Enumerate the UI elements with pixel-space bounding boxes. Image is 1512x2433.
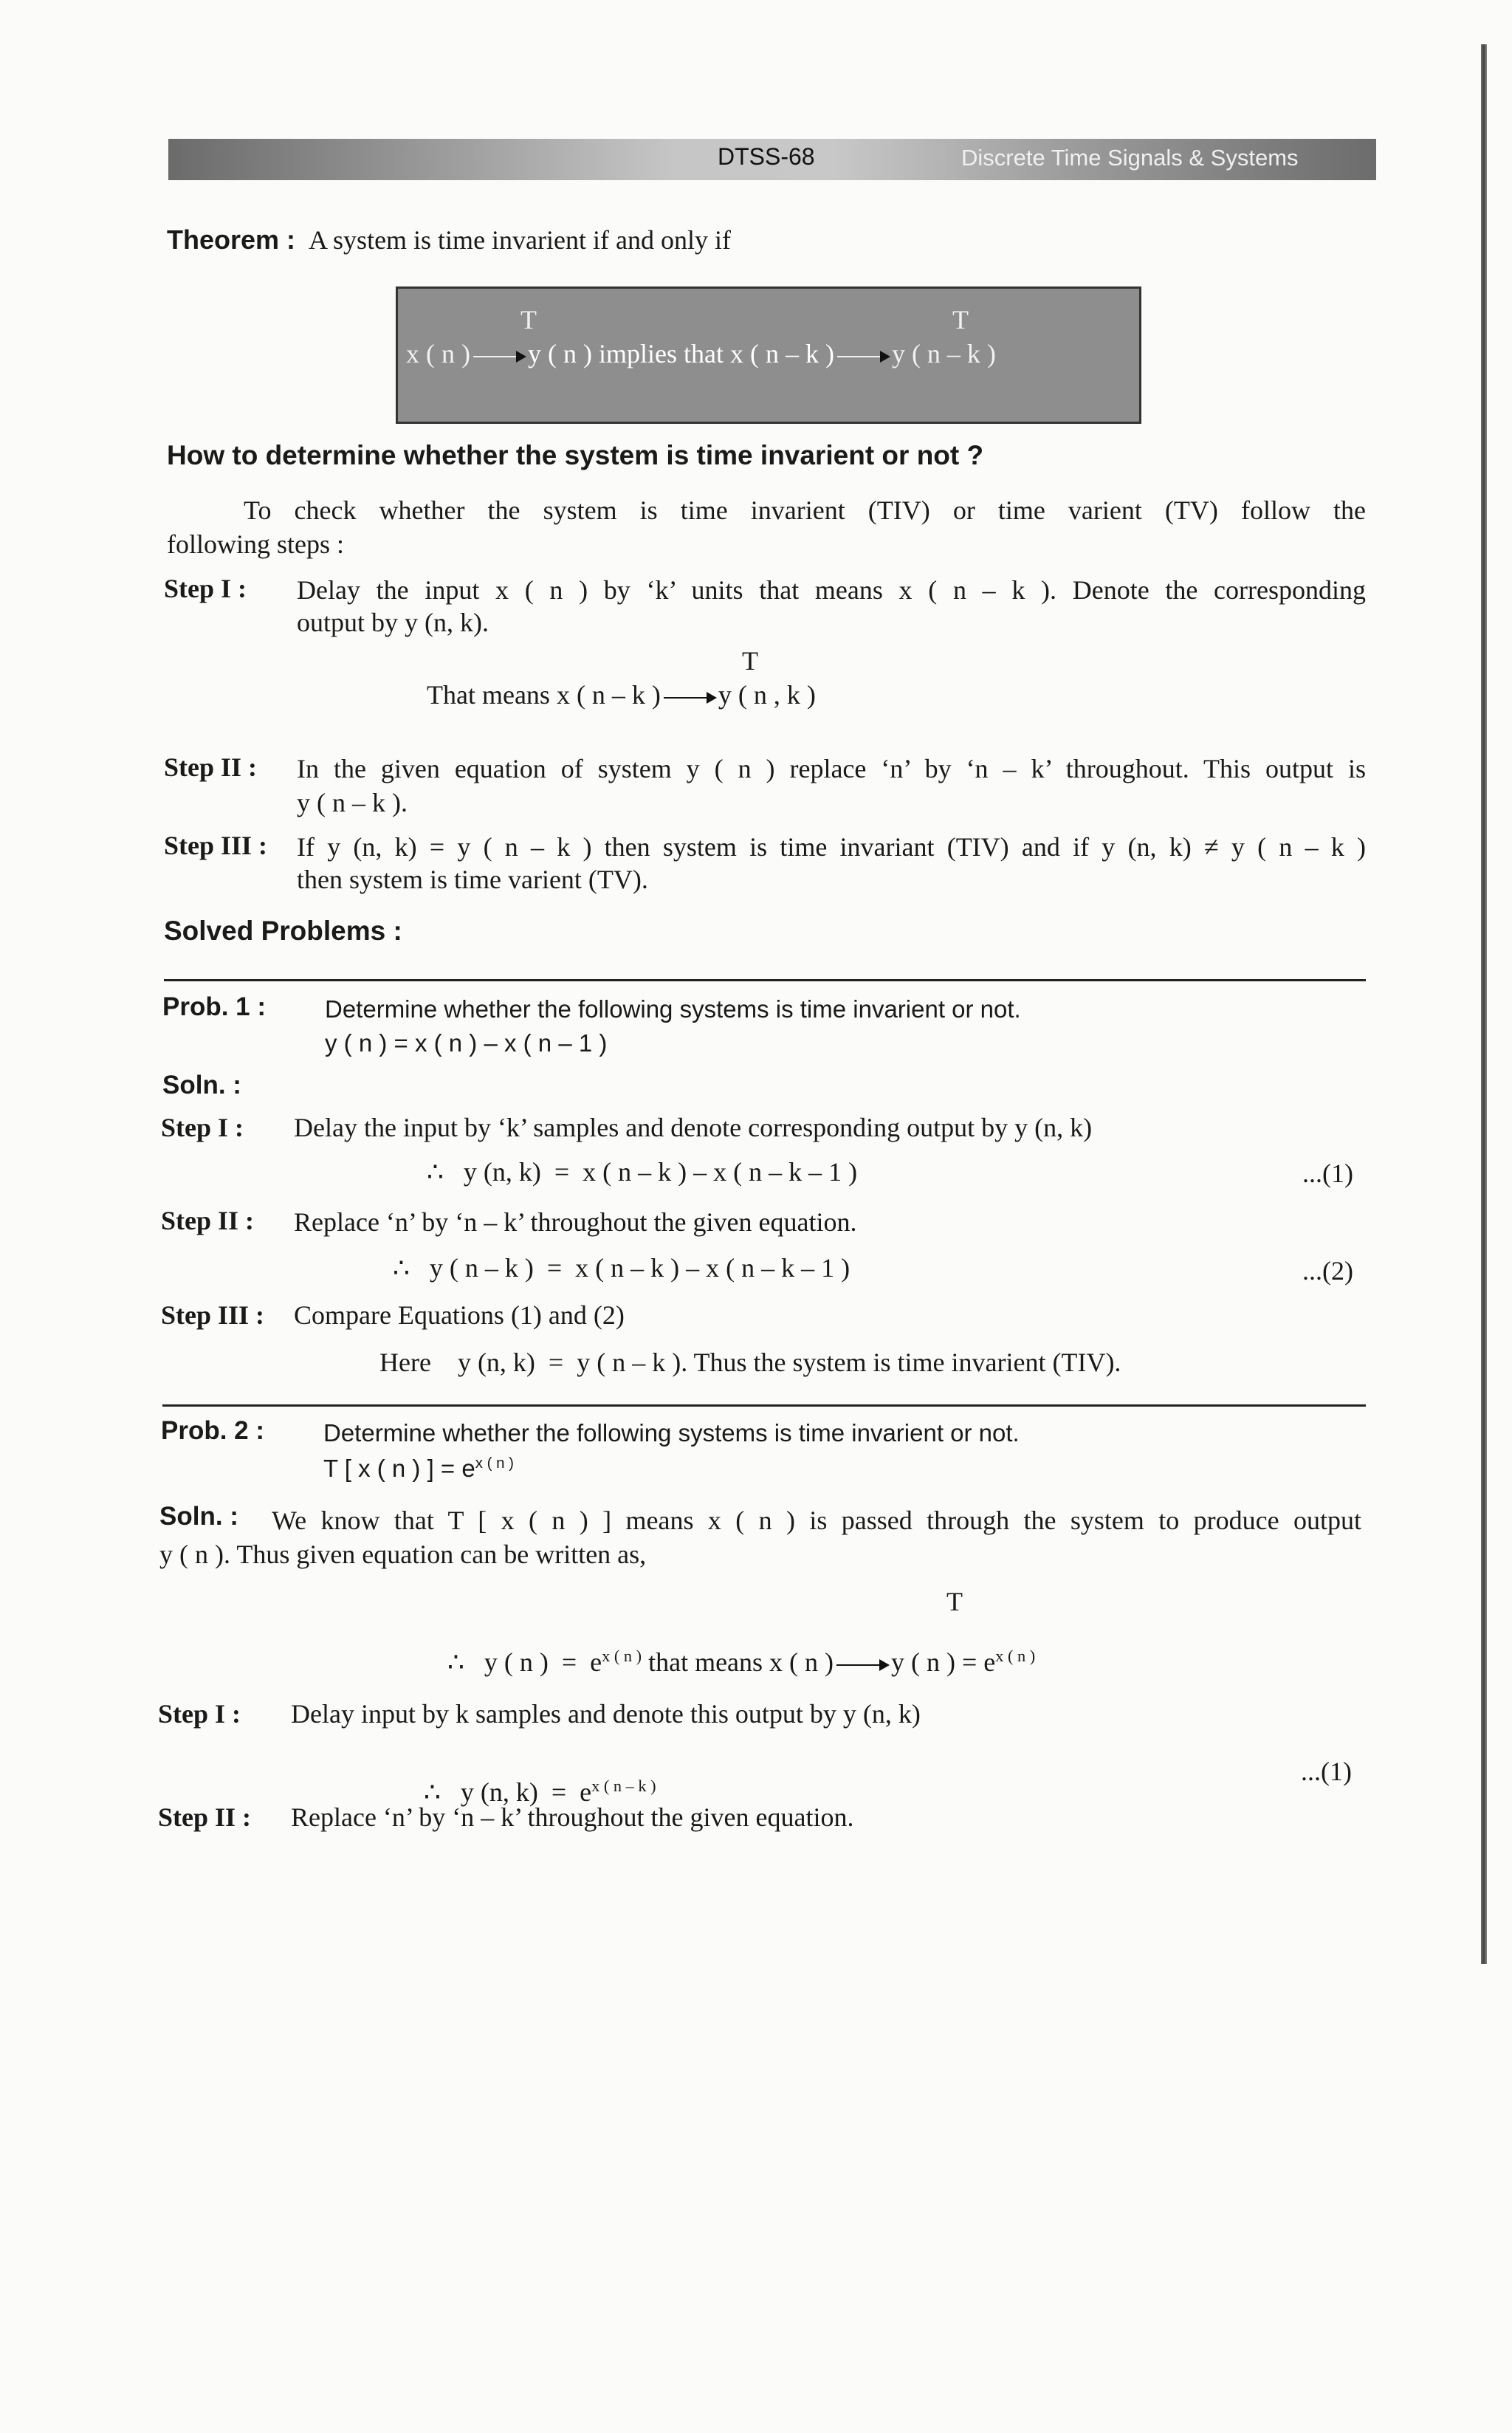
prob2-step1-ref: ...(1) [1301,1757,1352,1786]
theorem-line [167,224,731,255]
box-rhs-out: y ( n – k ) [891,339,996,368]
theorem-text: A system is time invarient if and only if [309,225,731,255]
prob1-label: Prob. 1 : [162,992,267,1021]
divider [164,979,1366,981]
step2-line2: y ( n – k ). [297,788,408,817]
prob2-eq-rhs-sup: x ( n ) [995,1647,1036,1665]
prob1-eq2-ref: ...(2) [1302,1256,1353,1286]
prob2-eq-lhs-sup: x ( n ) [602,1647,642,1665]
divider [162,1404,1366,1407]
prob2-step1-text: Delay input by k samples and denote this output by y (n, k) [291,1699,921,1729]
prob1-step1-label: Step I : [161,1113,244,1142]
arrow-icon [473,356,525,357]
prob1-eq1: ∴ y (n, k) = x ( n – k ) – x ( n – k – 1 ) [427,1157,858,1187]
step1-eq-rhs: y ( n , k ) [718,680,816,710]
step1-label: Step I : [164,574,247,603]
prob2-eq-rhs: y ( n ) = e [891,1647,996,1677]
prob2-eq-T: T [946,1587,963,1616]
box-t1: T [520,305,537,334]
arrow-icon [837,356,889,357]
step3-line2: then system is time varient (TV). [297,865,648,894]
chapter-title: Discrete Time Signals & Systems [961,145,1299,171]
prob1-step1-text: Delay the input by ‘k’ samples and denote corresponding output by y (n, k) [294,1113,1093,1142]
prob2-step1-eq-base: ∴ y (n, k) = e [424,1777,592,1807]
arrow-icon [836,1664,888,1666]
solved-heading: Solved Problems : [164,916,402,946]
prob2-eq-sup: x ( n ) [475,1455,514,1472]
prob2-equation [323,1455,514,1483]
prob2-soln-label: Soln. : [159,1502,238,1531]
prob1-equation: y ( n ) = x ( n ) – x ( n – 1 ) [325,1029,608,1057]
prob2-statement: Determine whether the following systems is time invarient or not. [323,1419,1020,1447]
prob1-step3-text: Compare Equations (1) and (2) [294,1300,625,1330]
step1-T: T [742,646,758,676]
prob2-label: Prob. 2 : [161,1416,265,1445]
prob1-statement: Determine whether the following systems is time invarient or not. [325,995,1021,1023]
arrow-icon [664,697,715,699]
prob1-step3-label: Step III : [161,1300,265,1330]
prob2-soln-line2: y ( n ). Thus given equation can be written as, [159,1540,647,1569]
prob1-step2-label: Step II : [161,1206,255,1235]
binding-edge [1481,44,1487,1964]
step2-label: Step II : [164,752,258,782]
prob2-step1-label: Step I : [158,1699,241,1729]
step3-line1: If y (n, k) = y ( n – k ) then system is time invariant (TIV) and if y (n, k) ≠ y ( n – k ) [297,832,1366,862]
prob2-step2-text: Replace ‘n’ by ‘n – k’ throughout the given equation. [291,1802,854,1832]
prob2-step1-eq-sup: x ( n – k ) [591,1777,656,1795]
prob2-step2-label: Step II : [158,1802,252,1832]
prob2-step1-eq [410,1746,656,1808]
prob2-eq-base: T [ x ( n ) ] = e [323,1455,475,1482]
prob1-soln-label: Soln. : [162,1071,241,1099]
step1-line2: output by y (n, k). [297,608,489,637]
theorem-box-equation [406,338,996,369]
box-rhs: x ( n – k ) [729,339,834,368]
prob2-main-equation [434,1616,1035,1678]
howto-intro-line1: To check whether the system is time invarient (TIV) or time varient (TV) follow the [244,495,1366,525]
theorem-label: Theorem : [167,224,296,255]
prob2-soln-line1: We know that T [ x ( n ) ] means x ( n ) is passed through the system to produce output [272,1506,1361,1535]
prob2-eq-lhs: ∴ y ( n ) = e [447,1647,602,1677]
prob2-eq-mid: that means x ( n ) [642,1647,834,1677]
prob1-eq1-ref: ...(1) [1302,1159,1353,1188]
step1-equation [427,679,816,710]
prob1-conclusion: Here y (n, k) = y ( n – k ). Thus the system is time invarient (TIV). [379,1348,1121,1377]
prob1-step2-text: Replace ‘n’ by ‘n – k’ throughout the given equation. [294,1207,857,1237]
box-t2: T [952,305,969,334]
page-code: DTSS-68 [718,143,815,170]
step2-line1: In the given equation of system y ( n ) replace ‘n’ by ‘n – k’ throughout. This output is [297,754,1366,783]
box-lhs: x ( n ) [406,339,470,368]
howto-heading: How to determine whether the system is time invarient or not ? [167,440,984,470]
howto-intro-line2: following steps : [167,529,344,559]
box-implies: implies that [598,339,724,368]
step1-eq-lhs: That means x ( n – k ) [427,680,661,710]
prob1-eq2: ∴ y ( n – k ) = x ( n – k ) – x ( n – k – 1 ) [393,1253,850,1283]
box-lhs-out: y ( n ) [527,339,592,368]
step1-line1: Delay the input x ( n ) by ‘k’ units that means x ( n – k ). Denote the corresponding [297,575,1366,605]
step3-label: Step III : [164,831,268,860]
